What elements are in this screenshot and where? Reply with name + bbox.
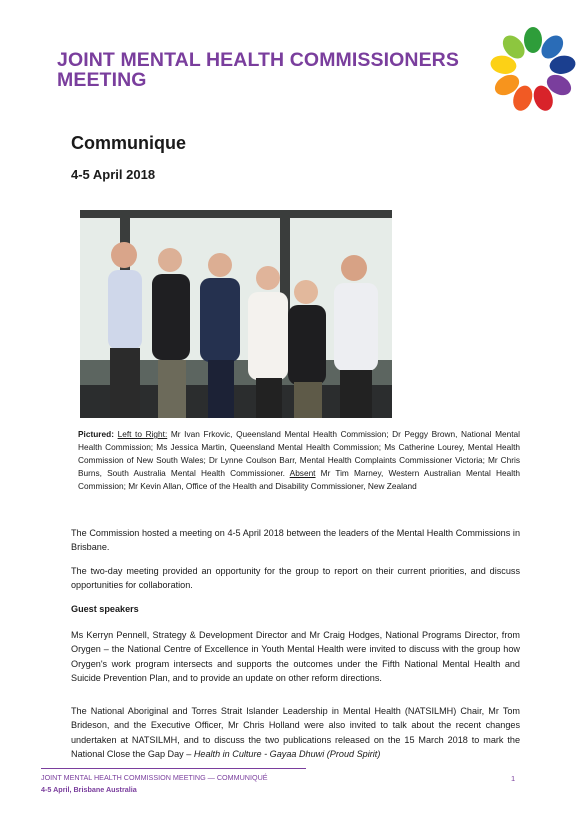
- paragraph-natsilmh: [71, 704, 520, 762]
- pictured-label: Pictured:: [78, 429, 114, 439]
- group-photo: [80, 210, 392, 418]
- paragraph-meeting-summary: The Commission hosted a meeting on 4-5 April 2018 between the leaders of the Mental Health Commissions in Brisbane.: [71, 528, 520, 553]
- footer-document-title: JOINT MENTAL HEALTH COMMISSION MEETING — COMMUNIQUÉ: [41, 773, 268, 782]
- absent-label: Absent: [289, 467, 316, 478]
- section-heading-guest-speakers: Guest speakers: [71, 604, 139, 614]
- natsilmh-text: The National Aboriginal and Torres Strait Islander Leadership in Mental Health (NATSILMH) Chair, Mr Tom Brideson, and the Executive Officer, Mr Chris Holland were also invited to talk about the recent changes undertaken at NATSILMH, and to discuss the two publications released on the 15 March 2018 to mark the National Close the Gap Day –: [71, 706, 520, 760]
- order-label: Left to Right:: [117, 429, 168, 439]
- paragraph-meeting-purpose: The two-day meeting provided an opportunity for the group to report on their current priorities, and discuss opportunities for collaboration.: [71, 566, 520, 591]
- document-type-heading: Communique: [71, 133, 186, 153]
- footer-date-location: 4-5 April, Brisbane Australia: [41, 785, 137, 794]
- footer-divider: [41, 768, 306, 769]
- pictured-names: Mr Ivan Frkovic, Queensland Mental Health Commission; Dr Peggy Brown, National Mental Health Commission; Ms Jessica Martin, Queensland Mental Health Commission; Ms Catherine Lourey, Mental Health Commission of New South Wales; Dr Lynne Coulson Barr, Mental Health Complaints Commissioner Victoria; Mr Chris Burns, South Australia Mental Health Commissioner.: [78, 429, 521, 478]
- paragraph-orygen: Ms Kerryn Pennell, Strategy & Development Director and Mr Craig Hodges, National Programs Director, from Orygen – the National Centre of Excellence in Youth Mental Health were invited to discuss with the group how Orygen's work program intersects and supports the outcomes under the Fifth National Mental Health and Suicide Prevention Plan, and to provide an update on other reform directions.: [71, 630, 520, 684]
- document-header-title: JOINT MENTAL HEALTH COMMISSIONERS MEETING: [57, 49, 459, 91]
- absent-names: Mr Tim Marney, Western Australian Mental Health Commission; Mr Kevin Allan, Office of the Health and Disability Commissioner, New Zealand: [78, 467, 520, 491]
- photo-caption: [78, 428, 520, 493]
- document-date: 4-5 April 2018: [71, 167, 156, 182]
- page-number: 1: [511, 774, 516, 783]
- publication-title: Health in Culture - Gayaa Dhuwi (Proud Spirit): [193, 749, 381, 760]
- petal-flower-logo-icon: [486, 25, 580, 115]
